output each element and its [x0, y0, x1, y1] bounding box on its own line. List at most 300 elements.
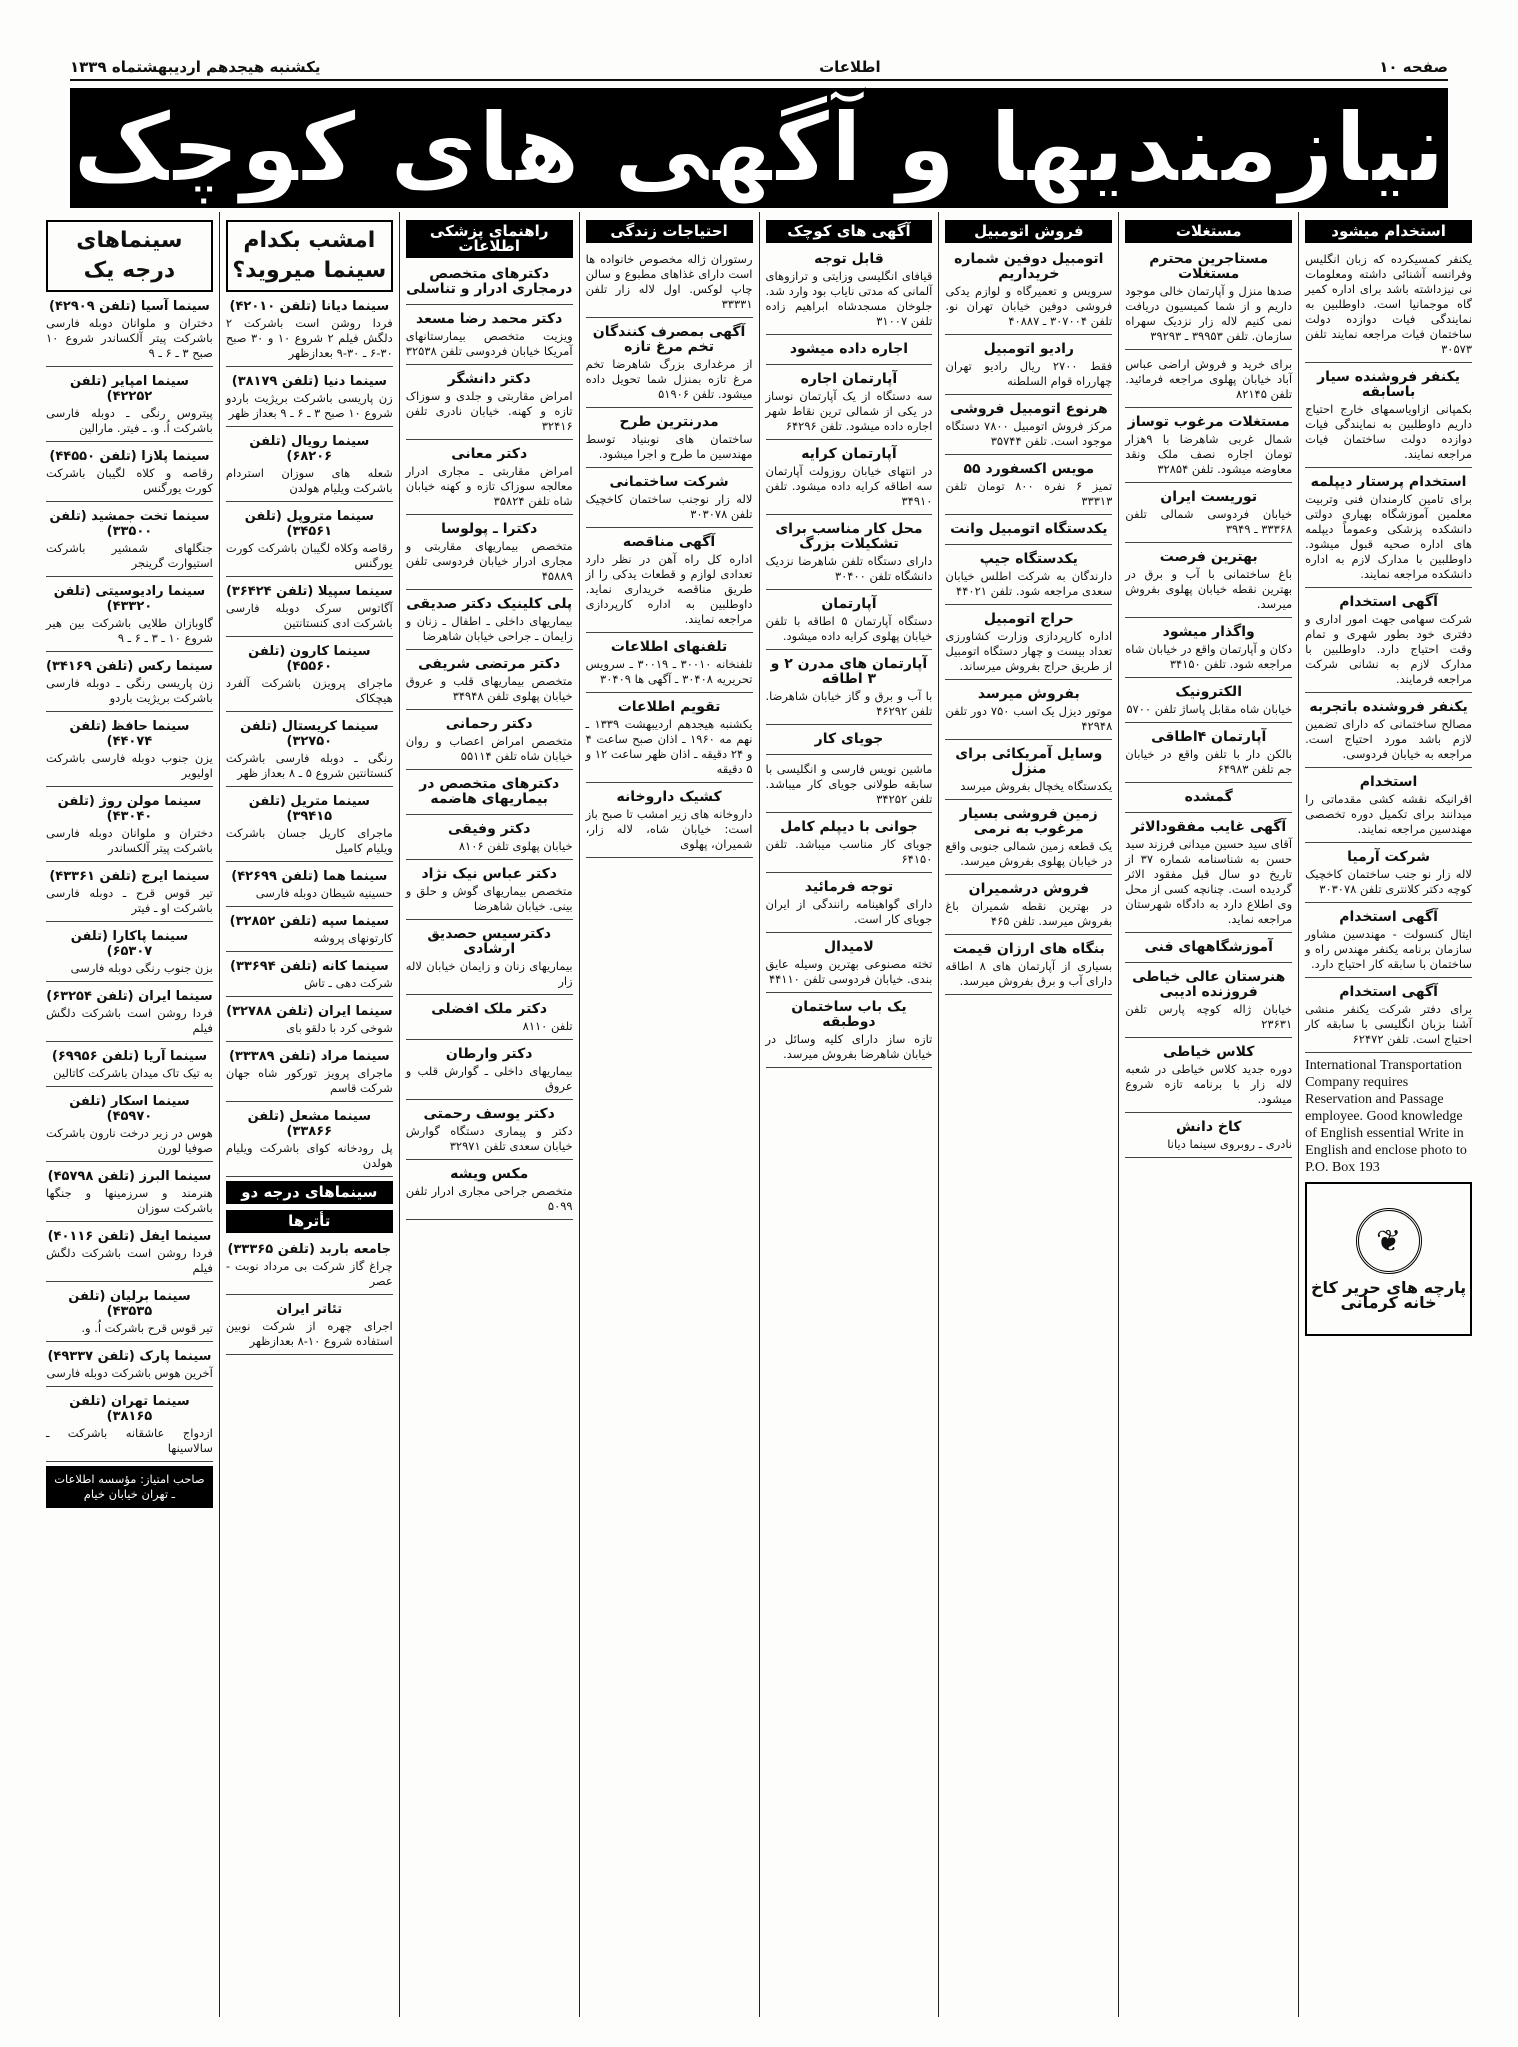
ad-text: از مرغداری بزرگ شاهرضا تخم مرغ تازه بمنزل شما تحویل داده میشود. تلفن ۵۱۹۰۶: [585, 357, 753, 401]
ad-item: [1305, 982, 1472, 1053]
ad-item: [226, 1299, 393, 1355]
ad-title: سینما ایران (تلفن ۳۲۷۸۸): [226, 1004, 393, 1019]
column-real-estate: [1118, 212, 1298, 2017]
ad-text: بکمپانی ازاویاسمهای خارج احتیاج داریم داوطلبین به نمایندگی فیات دوازده دولت ساختمان فیات مراجعه نمایند.: [1305, 402, 1472, 461]
ad-title: سینما رکس (تلفن ۳۴۱۶۹): [46, 659, 213, 674]
ad-item: [226, 791, 393, 862]
section-masthead: [70, 88, 1448, 208]
ad-text: رستوران ژاله مخصوص خانواده ها است دارای غذاهای مطبوع و سالن چاپ لوکس. اول لاله زار تلفن ۳۳۳۳۱: [585, 252, 753, 311]
ad-item: [46, 581, 213, 652]
ad-title: دکتر ملک افضلی: [431, 1001, 548, 1017]
ad-title: آگهی استخدام: [1339, 984, 1438, 1000]
ad-item: [1125, 487, 1292, 543]
ad-item: [586, 697, 753, 783]
ad-text: سه دستگاه از یک آپارتمان نوساز در یکی از شمالی ترین نقاط شهر اجاره داده میشود. تلفن ۶۴۲۹۶: [765, 389, 933, 433]
ad-text: دختران و ملوانان دوبله فارسی باشرکت پیتر آلکساندر: [46, 826, 213, 855]
ad-title: سینما پارک (تلفن ۴۹۳۳۷): [47, 1349, 212, 1364]
ad-text: یزن جنوب دوبله فارسی باشرکت اولیویر: [46, 751, 213, 780]
ad-title: دکتر رحمانی: [445, 716, 533, 732]
ad-text: متخصص امراض اعصاب و روان خیابان شاه تلفن ۵۵۱۱۴: [405, 734, 573, 763]
ad-title: دکتر وارطان: [445, 1046, 533, 1062]
ad-title: کاخ دانش: [1175, 1119, 1242, 1135]
page-number: صفحه ۱۰: [1379, 58, 1448, 76]
column-header: مستغلات: [1125, 220, 1292, 243]
ad-item: [46, 1226, 213, 1282]
ad-text: خیابان فردوسی شمالی تلفن ۳۳۳۶۸ ـ ۳۹۴۹: [1125, 507, 1293, 536]
ad-text: دارندگان به شرکت اطلس خیابان سعدی مراجعه شود. تلفن ۴۴۰۲۱: [945, 569, 1113, 598]
column-cars: [938, 212, 1118, 2017]
ad-item: [406, 924, 573, 995]
ad-title: آگهی استخدام: [1339, 594, 1438, 610]
ad-title: آپارتمان اجاره: [800, 371, 898, 387]
ad-item: [945, 609, 1112, 680]
ad-title: آموزشگاههای فنی: [1144, 939, 1273, 955]
ad-title: سینما دنیا (تلفن ۳۸۱۷۹): [231, 374, 387, 389]
ad-text: مصالح ساختمانی که دارای تضمین لازم باشد مورد احتیاج است. مراجعه به خیابان فردوسی.: [1305, 717, 1472, 761]
ad-item: [406, 819, 573, 860]
ad-item: [586, 322, 753, 408]
theatres-title: تأترها: [226, 1210, 393, 1233]
ad-text: پل رودخانه کوای باشرکت ویلیام هولدن: [225, 1141, 393, 1170]
ad-item: [1125, 937, 1292, 963]
ad-title: مستاجرین محترم مستغلات: [1149, 251, 1269, 282]
ad-title: سینما سپه (تلفن ۳۲۸۵۲): [229, 914, 389, 929]
ad-item: [945, 684, 1112, 740]
ad-text: ازدواج عاشقانه باشرکت ـ سالاسینها: [46, 1426, 213, 1455]
ad-text: جویای کار مناسب میباشد. تلفن ۶۴۱۵۰: [765, 837, 933, 866]
ad-text: رقاصه وکلاه لگیبان باشرکت کورت یورگنس: [225, 541, 393, 570]
ad-item: [1305, 697, 1472, 768]
ad-item: [1305, 367, 1472, 468]
ad-item: [945, 804, 1112, 875]
ad-text: دوره جدید کلاس خیاطی در شعبه لاله زار با برنامه تازه شروع میشود.: [1125, 1062, 1293, 1106]
ad-item: [226, 1046, 393, 1102]
ad-text: بیماریهای داخلی ـ گوارش قلب و عروق: [405, 1064, 573, 1093]
ad-title: دکترهای متخصص درمجاری ادرار و تناسلی: [406, 266, 573, 297]
rooster-emblem-icon: ❦: [1356, 1208, 1422, 1274]
ad-text: متخصص بیماریهای گوش و حلق و بینی. خیابان شاهرضا: [405, 884, 573, 913]
ad-item: [1125, 682, 1292, 723]
ad-text: اجرای چهره از شرکت نوبین استفاده شروع ۱۰-۸ بعدازظهر: [225, 1319, 393, 1348]
ad-text: دکتر و پیماری دستگاه گوارش خیابان سعدی تلفن ۳۲۹۷۱: [405, 1124, 573, 1153]
ad-item: [406, 864, 573, 920]
ornate-ad: [1305, 1182, 1472, 1336]
ad-item: [46, 716, 213, 787]
ad-item: [766, 369, 933, 440]
ad-text: شرکت دهی ـ تاش: [304, 976, 393, 990]
column-life-needs: [579, 212, 759, 2017]
ad-item: [406, 444, 573, 515]
ad-text: دارای گواهینامه رانندگی از ایران جویای کار است.: [765, 897, 933, 926]
ad-title: سینما البرز (تلفن ۴۵۷۹۸): [47, 1169, 212, 1184]
ad-item: [586, 249, 753, 318]
footer-ad: صاحب امتیاز: مؤسسه اطلاعات ـ تهران خیابان خیام: [46, 1466, 213, 1508]
ad-item: [46, 506, 213, 577]
ad-text: فردا روشن است باشرکت دلگش فیلم: [46, 1246, 213, 1275]
ad-text: آقای سید حسین میدانی فرزند سید حسن به شناسنامه شماره ۳۷ از تاریخ دو سال قبل مفقود الاثر گردیده است. چنانچه کسی از محل وی اطلاع دارد به دادگاه شهرستان مراجعه نماید.: [1125, 837, 1293, 926]
ad-text: رنگی ـ دوبله فارسی باشرکت کنستانتین شروع ۵ ـ ۸ بعداز ظهر: [225, 751, 393, 780]
ad-title: رادیو اتومبیل: [983, 341, 1074, 357]
ad-title: زمین فروشی بسیار مرغوب به نرمی: [959, 806, 1098, 837]
ad-text: در انتهای خیابان روزولت آپارتمان سه اطاقه کرایه داده میشود. تلفن ۳۴۹۱۰: [765, 464, 933, 508]
ad-title: کشیک داروخانه: [616, 789, 722, 805]
ad-text: نادری ـ روبروی سینما دیانا: [1167, 1137, 1293, 1151]
ad-item: [226, 581, 393, 637]
ad-text: امراض مقاربتی و جلدی و سوزاک تازه و کهنه. خیابان نادری تلفن ۳۲۴۱۶: [405, 389, 573, 433]
ad-item: [945, 939, 1112, 995]
column-employment: [1298, 212, 1478, 2017]
ad-item: [1125, 787, 1292, 813]
ad-title: مویس اکسفورد ۵۵: [963, 461, 1095, 477]
ad-text: متخصص بیماریهای قلب و عروق خیابان پهلوی تلفن ۳۴۹۴۸: [405, 674, 573, 703]
ad-text: شرکت سهامی جهت امور اداری و دفتری خود بطور شهری و تمام وقت احتیاج دارد. داوطلبین با مدارک لازم به نشانی شرکت مراجعه فرمایند.: [1305, 612, 1472, 686]
ad-title: بهترین فرصت: [1159, 549, 1258, 565]
ad-text: در بهترین نقطه شمیران باغ بفروش میرسد. تلفن ۴۶۵: [945, 899, 1113, 928]
ad-text: برای دفتر شرکت یکنفر منشی آشنا بزبان انگلیسی با سابقه کار احتیاج است. تلفن ۶۲۴۷۲: [1305, 1002, 1472, 1046]
ad-text: دارای دستگاه تلفن شاهرضا نزدیک دانشگاه تلفن ۳۰۴۰۰: [765, 554, 933, 583]
column-medical: [399, 212, 579, 2017]
ad-item: [945, 879, 1112, 935]
ad-text: مرکز فروش اتومبیل ۷۸۰۰ دستگاه موجود است. تلفن ۳۵۷۴۴: [945, 419, 1113, 448]
ad-item: [406, 1044, 573, 1100]
ad-title: سینما کارون (تلفن ۴۵۵۶۰): [248, 644, 371, 674]
ad-text: موتور دیزل یک اسب ۷۵۰ دور تلفن ۴۲۹۴۸: [945, 704, 1113, 733]
ad-title: دکتر وفیقی: [447, 821, 531, 837]
ad-item: [945, 399, 1112, 455]
ad-item: [226, 956, 393, 997]
ad-title: سینما حافظ (تلفن ۴۴۰۷۴): [69, 719, 190, 749]
ad-text: لاله زار نوجنب ساختمان کاخچیک تلفن ۳۰۳۰۷۸: [585, 492, 753, 521]
ad-text: هنرمند و سرزمینها و جنگها باشرکت سوزان: [46, 1186, 213, 1215]
ad-item: [406, 594, 573, 650]
ad-item: [46, 1166, 213, 1222]
ad-title: یکدستگاه جیپ: [979, 551, 1078, 567]
ad-title: سینما کانه (تلفن ۳۳۶۹۴): [230, 959, 389, 974]
ad-text: خیابان شاه مقابل پاساژ تلفن ۵۷۰۰: [1126, 702, 1293, 716]
ad-title: اجاره داده میشود: [789, 341, 909, 357]
ad-text: تیر قوس قرح باشرکت اُ. و.: [81, 1321, 213, 1335]
ad-text: با آب و برق و گاز خیابان شاهرضا. تلفن ۴۶۲۹۲: [765, 689, 933, 718]
ad-text: قیافای انگلیسی وزایتی و ترازوهای آلمانی که مدتی نایاب بود وارد شد. جلوخان مسجدشاه ابراهیم زاده تلفن ۳۱۰۰۷: [765, 269, 933, 328]
ad-text: ماشین نویس فارسی و انگلیسی با سابقه طولانی جویای کار میباشد. تلفن ۳۴۲۵۲: [765, 762, 933, 806]
ad-title: آپارتمان: [821, 596, 877, 612]
ad-item: [46, 866, 213, 922]
ad-title: یک باب ساختمان دوطبقه: [791, 999, 907, 1030]
ad-item: [945, 519, 1112, 545]
ad-title: مکس ویشه: [450, 1166, 529, 1182]
ad-text: زن پاریسی رنگی ـ دوبله فارسی باشرکت بریژیت باردو: [46, 676, 213, 705]
ad-item: [766, 759, 933, 813]
ad-text: دختران و ملوانان دوبله فارسی باشرکت پیتر آلکساندر شروع ۱۰ صبح ۳ ـ ۶ ـ ۹: [46, 316, 213, 360]
ad-item: [406, 1164, 573, 1220]
ad-title: هنرستان عالی خیاطی فروزنده ادیبی: [1132, 969, 1286, 1000]
ad-text: برای خرید و فروش اراضی عباس آباد خیابان پهلوی مراجعه فرمائید. تلفن ۸۲۱۴۵: [1125, 357, 1293, 401]
ad-title: یکنفر فروشنده باتجربه: [1309, 699, 1468, 715]
column-header: فروش اتومبیل: [945, 220, 1112, 243]
ad-item: [1125, 727, 1292, 783]
ad-item: [46, 791, 213, 862]
ad-title: آگهی غایب مفقودالاثر: [1131, 819, 1287, 835]
ad-text: یک قطعه زمین شمالی جنوبی واقع در خیابان پهلوی بفروش میرسد.: [945, 839, 1113, 868]
ad-title: محل کار مناسب برای تشکیلات بزرگ: [775, 521, 923, 552]
column-cinemas-b: [219, 212, 399, 2017]
ad-item: [945, 744, 1112, 800]
ad-item: [766, 594, 933, 650]
ad-title: تلفنهای اطلاعات: [610, 639, 728, 655]
ad-text: خیابان پهلوی تلفن ۸۱۰۶: [458, 839, 573, 853]
ad-text: سرویس و تعمیرگاه و لوازم یدکی فروشی دوفین خیابان تهران نو. تلفن ۳۰۷۰۰۴ ـ ۴۰۸۸۷: [945, 284, 1113, 328]
ad-title: بفروش میرسد: [977, 686, 1080, 702]
ad-title: دکتر معانی: [451, 446, 528, 462]
ad-title: حراج اتومبیل: [983, 611, 1074, 627]
ad-title: جویای کار: [814, 731, 884, 747]
ad-text: زن پاریسی باشرکت بریژیت باردو شروع ۱۰ صبح ۳ ـ ۶ ـ ۹ بعداز ظهر: [225, 391, 393, 420]
ad-title: شرکت آرمیا: [1347, 849, 1430, 865]
ad-columns: [40, 212, 1478, 2017]
ad-item: [406, 369, 573, 440]
ad-title: هرنوع اتومبیل فروشی: [949, 401, 1108, 417]
ad-text: آخرین هوس باشرکت دوبله فارسی: [46, 1366, 213, 1380]
ad-text: خیابان ژاله کوچه پارس تلفن ۲۳۶۳۱: [1125, 1002, 1293, 1031]
ad-item: [1125, 547, 1292, 618]
ad-title: فروش درشمیران: [968, 881, 1089, 897]
ad-title: لامیدال: [824, 939, 874, 955]
ad-title: جامعه باربد (تلفن ۳۳۳۶۵): [227, 1242, 392, 1257]
ad-item: [1125, 1042, 1292, 1113]
ad-title: دکتر مرتضی شریفی: [418, 656, 561, 672]
ad-text: دکان و آپارتمان واقع در خیابان شاه مراجعه شود. تلفن ۳۴۱۵۰: [1125, 642, 1293, 671]
ad-item: [1125, 1117, 1292, 1158]
ornate-ad-text: پارچه های حریر کاخ خانه کرمانی: [1310, 1278, 1467, 1312]
ad-text: یکشنبه هیجدهم اردیبهشت ۱۳۳۹ ـ نهم مه ۱۹۶۰ ـ اذان صبح ساعت ۴ و ۲۴ دقیقه ـ اذان ظهر ساعت ۱۲ و ۵ دقیقه: [585, 717, 753, 776]
ad-text: کارتونهای پروشه: [313, 931, 393, 945]
ad-item: [46, 1346, 213, 1387]
ad-item: [46, 446, 213, 502]
ad-text: اداره کارپردازی وزارت کشاورزی تعداد بیست و چهار دستگاه اتومبیل از طریق حراج بفروش میرساند.: [945, 629, 1113, 673]
column-header: امشب بکدام سینما میروید؟: [226, 220, 393, 292]
ad-title: آگهی بمصرف کنندگان تخم مرغ تازه: [592, 324, 746, 355]
ad-text: داروخانه های زیر امشب تا صبح باز است: خیابان شاه، لاله زار، شمیران، پهلوی: [585, 807, 753, 851]
ad-item: [226, 1239, 393, 1295]
ad-item: [1125, 354, 1292, 408]
ad-item: [46, 371, 213, 442]
column-header: احتیاجات زندگی: [586, 220, 753, 243]
column-cinemas-a: [40, 212, 219, 2017]
ad-text: حسینیه شیطان دوبله فارسی: [255, 886, 393, 900]
column-header: آگهی های کوچک: [766, 220, 933, 243]
ad-text: شمال غربی شاهرضا با ۹هزار تومان اجاره نصف ملک ونقد معاوضه میشود. تلفن ۳۲۸۵۴: [1125, 432, 1293, 476]
ad-title: سینما متروپل (تلفن ۳۴۵۶۱): [244, 509, 374, 539]
ad-text: فردا روشن است باشرکت ۲ دلگش فیلم ۲ شروع ۱۰ و ۳۰ صبح ۳۰-۶ ـ ۳۰-۹ بعدازظهر: [225, 316, 393, 360]
ad-item: [766, 444, 933, 515]
ad-text: بزن جنوب رنگی دوبله فارسی: [70, 961, 213, 975]
issue-date: یکشنبه هیجدهم اردیبهشتماه ۱۳۳۹: [70, 58, 321, 76]
ad-text: لاله زار نو جنب ساختمان کاخچیک کوچه دکتر کلانتری تلفن ۳۰۳۰۷۸: [1305, 867, 1472, 896]
ad-item: [1305, 592, 1472, 693]
ad-item: [46, 1391, 213, 1462]
ad-text: تلفنخانه ۳۰۰۱۰ ـ ۳۰۰۱۹ ـ سرویس تحریریه ۳۰۴۰۸ ـ آگهی ها ۳۰۴۰۹: [585, 657, 753, 686]
ad-item: [766, 997, 933, 1068]
ad-title: واگذار میشود: [1162, 624, 1255, 640]
ad-title: آپارتمان های مدرن ۲ و ۳ اطاقه: [770, 656, 928, 687]
ad-text: یکدستگاه یخچال بفروش میرسد: [960, 779, 1113, 793]
ad-item: [1125, 412, 1292, 483]
ad-item: [226, 1001, 393, 1042]
ad-title: سینما کریستال (تلفن ۳۲۷۵۰): [240, 719, 379, 749]
ad-item: [1125, 817, 1292, 933]
ad-item: [766, 877, 933, 933]
ad-item: [766, 339, 933, 365]
ad-item: [766, 249, 933, 335]
ad-title: یکدستگاه اتومبیل وانت: [950, 521, 1108, 537]
ad-item: [1305, 249, 1472, 363]
ad-text: ایتال کنسولت - مهندسین مشاور سازمان برنامه یکنفر مهندس راه و ساختمان با سابقه کار احتیاج دارد.: [1305, 927, 1472, 971]
ad-title: سینما دیانا (تلفن ۴۲۰۱۰): [229, 299, 390, 314]
ad-title: مدرنترین طرح: [619, 414, 719, 430]
ad-text: گاوبازان طلایی باشرکت بین هیر شروع ۱۰ ـ ۳ ـ ۶ ـ ۹: [46, 616, 213, 645]
column-header: سینماهای درجه یک: [46, 220, 213, 292]
ad-item: [406, 774, 573, 815]
ad-text: شوخی کرد با دلقو بای: [286, 1021, 393, 1035]
ad-title: توریست ایران: [1160, 489, 1258, 505]
ad-title: سینما پاکارا (تلفن ۶۵۳۰۷): [70, 929, 189, 959]
ad-text: بالکن دار با تلفن واقع در خیابان جم تلفن ۶۴۹۸۳: [1125, 747, 1293, 776]
ad-text: متخصص جراحی مجاری ادرار تلفن ۵۰۹۹: [405, 1184, 573, 1213]
ad-text: دستگاه آپارتمان ۵ اطاقه با تلفن خیابان پهلوی کرایه داده میشود.: [765, 614, 933, 643]
ad-item: [406, 654, 573, 710]
ad-text: امراض مقاربتی ـ مجاری ادرار معالجه سوزاک تازه و کهنه خیابان شاه تلفن ۳۵۸۲۴: [405, 464, 573, 508]
ad-title: سینما آریا (تلفن ۶۹۹۵۶): [51, 1049, 207, 1064]
ad-title: آپارتمان کرایه: [801, 446, 897, 462]
ad-title: سینما تخت جمشید (تلفن ۳۳۵۰۰): [49, 509, 210, 539]
ad-text: ساختمان های نوبنیاد توسط مهندسین ما طرح و اجرا میشود.: [585, 432, 753, 461]
ad-item: [226, 431, 393, 502]
ad-text: فقط ۲۷۰۰ ریال رادیو تهران چهارراه قوام السلطنه: [945, 359, 1113, 388]
ad-text: پیتروس رنگی ـ دوبله فارسی باشرکت اُ. و. ـ فیتر. مارالین: [46, 406, 213, 435]
ad-title: آگهی مناقصه: [622, 534, 716, 550]
ad-title: مستغلات مرغوب توساز: [1127, 414, 1290, 430]
ad-title: پلی کلینیک دکتر صدیقی: [406, 596, 573, 612]
ad-text: متخصص بیماریهای مقاربتی و مجاری ادرار خیابان فردوسی تلفن ۴۵۸۸۹: [405, 539, 573, 583]
ad-item: [945, 249, 1112, 335]
ad-text: چراغ گاز شرکت بی مرداد نوبت - عصر: [225, 1259, 393, 1288]
ad-item: [1305, 907, 1472, 978]
ad-text: تازه ساز دارای کلیه وسائل در خیابان شاهرضا بفروش میرسد.: [765, 1032, 933, 1061]
ad-item: [406, 519, 573, 590]
ad-title: سینما سپیلا (تلفن ۳۶۴۲۴): [225, 584, 393, 599]
ad-title: اتومبیل دوفین شماره خریداریم: [954, 251, 1104, 282]
ad-item: [586, 787, 753, 858]
ad-item: [586, 532, 753, 633]
ad-title: قابل توجه: [814, 251, 884, 267]
ad-title: استخدام پرستار دیپلمه: [1310, 474, 1467, 490]
ad-title: تقویم اطلاعات: [617, 699, 721, 715]
ad-title: آپارتمان ۴اطاقی: [1151, 729, 1267, 745]
ad-title: سینما مولن روژ (تلفن ۴۳۰۴۰): [57, 794, 202, 824]
ad-item: [406, 714, 573, 770]
ad-text: بیماریهای داخلی ـ اطفال ـ زنان و زایمان ـ جراحی خیابان شاهرضا: [405, 614, 573, 643]
ad-title: دکتر عباس نیک نژاد: [421, 866, 557, 882]
ad-title: وسایل آمریکائی برای منزل: [955, 746, 1103, 777]
ad-item: [226, 371, 393, 427]
ad-item: [766, 817, 933, 873]
ad-text: اداره کل راه آهن در نظر دارد تعدادی لوازم و قطعات یدکی را از طریق مناقصه خریداری نماید. داوطلبین به اداره کارپردازی مراجعه نمایند.: [585, 552, 753, 626]
ad-item: [1125, 249, 1292, 350]
ad-text: ماجرای پرویز تورکور شاه جهان شرکت قاسم: [225, 1066, 393, 1095]
ad-item: [46, 1091, 213, 1162]
ad-item: [46, 1046, 213, 1087]
ad-title: دکتر دانشگر: [447, 371, 531, 387]
ad-text: بیماریهای زنان و زایمان خیابان لاله زار: [405, 959, 573, 988]
ad-text: تمیز ۶ نفره ۸۰۰ تومان تلفن ۳۳۳۱۳: [945, 479, 1113, 508]
ad-title: سینما امپایر (تلفن ۴۲۲۵۲): [69, 374, 189, 404]
ad-item: [226, 866, 393, 907]
ad-item: [46, 986, 213, 1042]
ad-title: سینما ایفل (تلفن ۴۰۱۱۶): [47, 1229, 212, 1244]
ad-item: [1125, 622, 1292, 678]
ad-text: فردا روشن است باشرکت دلگش فیلم: [46, 1006, 213, 1035]
ad-title: سینما متریل (تلفن ۳۹۴۱۵): [248, 794, 370, 824]
ad-title: توجه فرمائید: [804, 879, 894, 895]
ad-title: سینما مراد (تلفن ۳۳۳۸۹): [228, 1049, 390, 1064]
ad-item: [46, 656, 213, 712]
ad-title: کلاس خیاطی: [1162, 1044, 1255, 1060]
ad-item: [1305, 472, 1472, 588]
ad-item: [945, 459, 1112, 515]
ad-title: دکتر یوسف رحمتی: [423, 1106, 555, 1122]
ad-text: یکنفر کمسیکرده که زبان انگلیس وفرانسه آشنائی داشته ومعلومات نی نیزداشته باشد برای اداره کمیر گاه موجمانیا است. داوطلبین به نمایندگی فیات دوازده دولت ساختمان فیات مراجعه نمایند تلفن ۳۰۵۷۳: [1305, 252, 1472, 356]
ad-title: شرکت ساختمانی: [609, 474, 729, 490]
ad-item: [46, 296, 213, 367]
ad-item: [46, 1286, 213, 1342]
ad-item: [226, 641, 393, 712]
ad-text: باغ ساختمانی با آب و برق در بهترین نقطه خیابان پهلوی بفروش میرسد.: [1125, 567, 1293, 611]
ad-item: [945, 549, 1112, 605]
ad-title: سینما برلیان (تلفن ۴۳۵۳۵): [68, 1289, 191, 1319]
ad-title: سینما ایران (تلفن ۶۳۲۵۴): [46, 989, 213, 1004]
ad-item: [226, 296, 393, 367]
ad-title: سینما ایرج (تلفن ۴۳۳۶۱): [49, 869, 210, 884]
ad-item: [406, 1104, 573, 1160]
ad-text: شعله های سوزان استردام باشرکت ویلیام هولدن: [225, 466, 393, 495]
ad-text: ماجرای پرویزن باشرکت آلفرد هیچکاک: [225, 676, 393, 705]
ad-item: [226, 506, 393, 577]
ad-text: صدها منزل و آپارتمان خالی موجود داریم و از شما کمیسیون دریافت نمی کنیم لاله زار نزدیک سهراه سازمان. تلفن ۳۹۹۵۳ ـ ۳۹۲۹۳: [1125, 284, 1293, 343]
column-header: استخدام میشود: [1305, 220, 1472, 243]
ad-title: دکترسیس حصدیق ارشادی: [427, 926, 552, 957]
ad-title: دکتر محمد رضا مسعد: [416, 311, 563, 327]
ad-item: [766, 654, 933, 725]
ad-title: استخدام: [1359, 774, 1418, 790]
ad-text: به تیک تاک میدان باشرکت کاتالین: [53, 1066, 213, 1080]
ad-item: [1305, 847, 1472, 903]
ad-item: [586, 412, 753, 468]
ad-item: [766, 937, 933, 993]
column-small-ads: [759, 212, 939, 2017]
ad-title: یکنفر فروشنده سیار باسابقه: [1317, 369, 1460, 400]
ad-title: دکترهای متخصص در بیماریهای هاضمه: [419, 776, 560, 807]
ad-text: ویزیت متخصص بیمارستانهای آمریکا خیابان فردوسی تلفن ۳۲۵۳۸: [405, 329, 573, 358]
ad-title: الکترونیک: [1175, 684, 1242, 700]
ad-item: [46, 926, 213, 982]
ad-text: تخته مصنوعی بهترین وسیله عایق بندی. خیابان فردوسی تلفن ۴۴۱۱۰: [765, 957, 933, 986]
ad-title: سینما مشعل (تلفن ۳۳۸۶۶): [247, 1109, 372, 1139]
ad-title: سینما اسکار (تلفن ۴۵۹۷۰): [69, 1094, 190, 1124]
english-ad: International Transportation Company requires Reservation and Passage employee. Good knowledge of English essential Write in English and enclose photo to P.O. Box 193: [1305, 1058, 1467, 1175]
ad-title: سینما پلازا (تلفن ۴۴۵۵۰): [49, 449, 210, 464]
ad-title: گمشده: [1184, 789, 1233, 805]
ad-text: رقاصه و کلاه لگیبان باشرکت کورت یورگنس: [46, 466, 213, 495]
